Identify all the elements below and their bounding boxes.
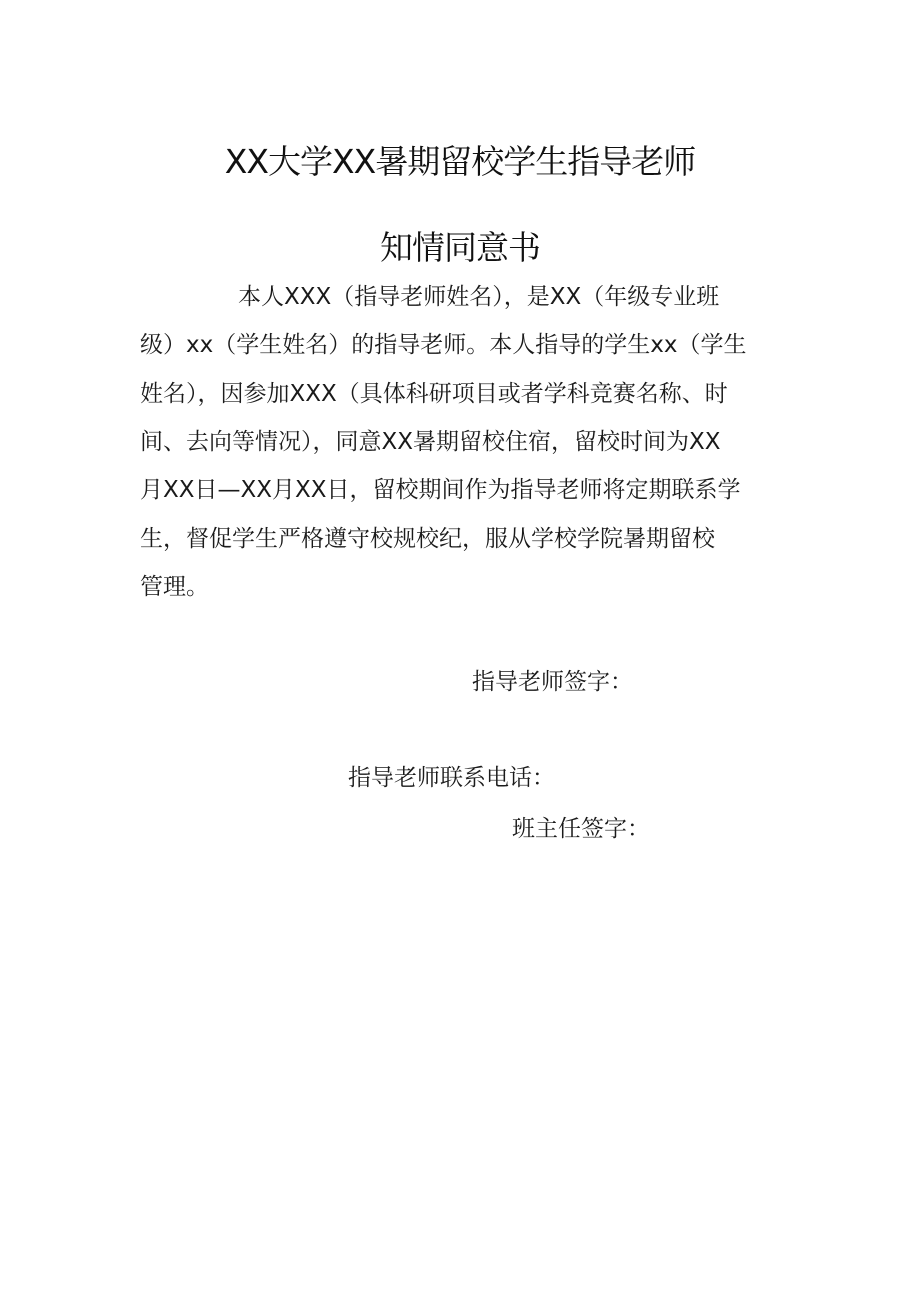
document-subtitle: 知情同意书 (380, 228, 540, 267)
teacher-signature-label: 指导老师签字： (472, 669, 633, 695)
body-line: 生，督促学生严格遵守校规校纪，服从学校学院暑期留校 (140, 526, 715, 552)
teacher-phone-label: 指导老师联系电话： (348, 765, 555, 791)
body-line: 级）xx（学生姓名）的指导老师。本人指导的学生xx（学生 (140, 332, 747, 358)
body-line: 月XX日—XX月XX日，留校期间作为指导老师将定期联系学 (140, 477, 741, 503)
body-line: 本人XXX（指导老师姓名），是XX（年级专业班 (238, 284, 720, 310)
body-line: 管理。 (140, 574, 209, 600)
body-line: 姓名），因参加XXX（具体科研项目或者学科竞赛名称、时 (140, 381, 728, 407)
class-head-signature-label: 班主任签字： (512, 816, 650, 842)
document-title: XX大学XX暑期留校学生指导老师 (224, 142, 696, 181)
body-line: 间、去向等情况），同意XX暑期留校住宿，留校时间为XX (140, 429, 721, 455)
